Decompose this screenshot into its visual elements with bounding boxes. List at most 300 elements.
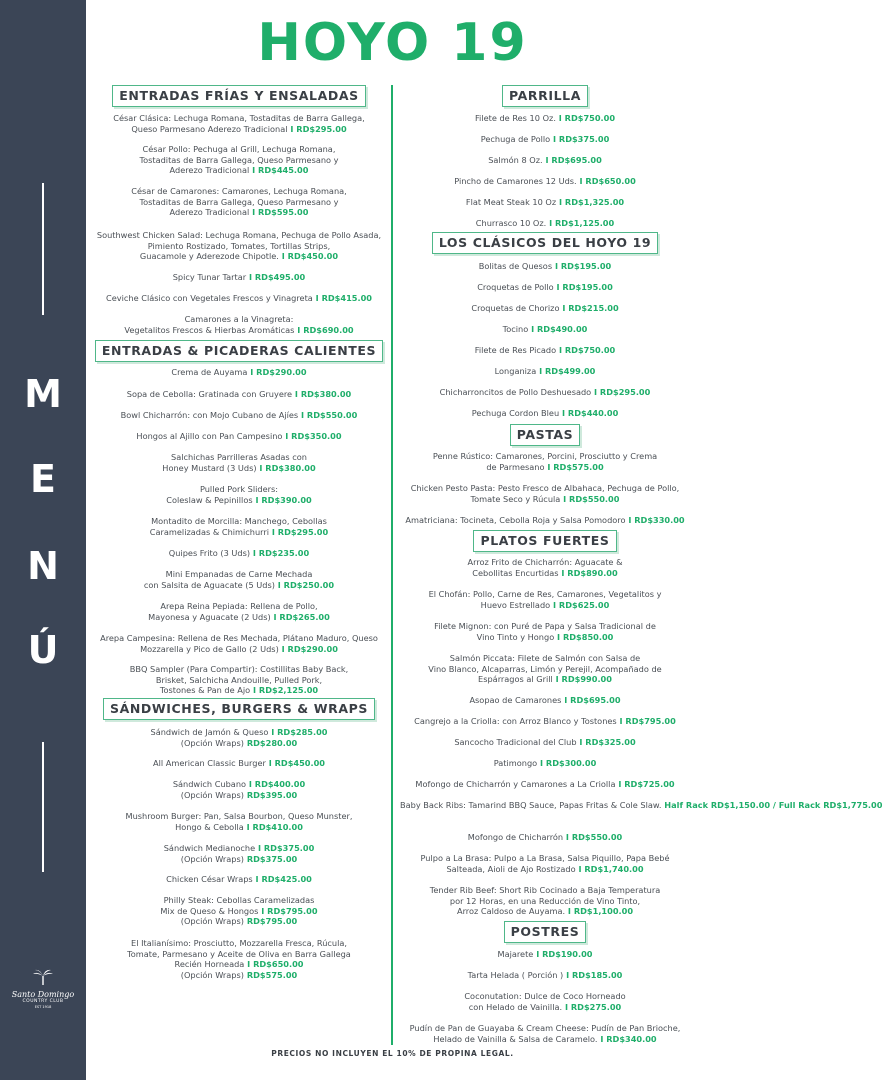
menu-item-price: I RD$415.00 <box>312 293 372 303</box>
menu-item-price: I RD$375.00 <box>550 134 610 144</box>
menu-item-price: I RD$195.00 <box>552 261 612 271</box>
menu-item-text: Mayonesa y Aguacate (2 Uds) <box>148 611 271 622</box>
section-heading: PASTAS <box>510 424 581 446</box>
menu-item <box>400 408 690 419</box>
menu-item <box>94 431 384 442</box>
menu-item-text: BBQ Sampler (Para Compartir): Costillitas Baby Back, <box>129 664 349 674</box>
menu-item <box>94 601 384 622</box>
menu-item-line <box>400 282 690 293</box>
menu-item <box>94 758 384 769</box>
section-parrilla <box>400 85 690 107</box>
menu-item-text: Tocino <box>502 324 529 334</box>
menu-item-line <box>400 366 690 377</box>
logo-script: Santo Domingo <box>11 990 75 999</box>
sidebar-line-bottom <box>42 742 44 872</box>
menu-item-price: I RD$450.00 <box>265 758 325 768</box>
menu-item-line <box>94 601 384 612</box>
menu-item-price: RD$375.00 <box>243 853 298 864</box>
menu-item-line <box>400 695 690 706</box>
menu-item-line <box>400 134 690 145</box>
menu-item-line <box>400 1023 690 1034</box>
menu-item <box>400 589 690 610</box>
menu-item-text: Penne Rústico: Camarones, Porcini, Prosciutto y Crema <box>432 451 658 461</box>
menu-item-line <box>400 408 690 419</box>
menu-item-text: Filete de Res 10 Oz. <box>474 113 556 123</box>
menu-item-line <box>94 155 384 166</box>
menu-item-line <box>94 685 384 696</box>
menu-item-line <box>400 218 690 229</box>
menu-item <box>400 1023 690 1044</box>
menu-item-line <box>94 314 384 325</box>
menu-item-line <box>400 758 690 769</box>
menu-item-text: Sopa de Cebolla: Gratinada con Gruyere <box>126 389 293 399</box>
menu-item-line <box>94 569 384 580</box>
menu-item <box>94 548 384 559</box>
menu-item-line <box>94 644 384 655</box>
menu-item-text: Cangrejo a la Criolla: con Arroz Blanco y Tostones <box>414 716 617 726</box>
menu-item-text: Tostones & Pan de Ajo <box>159 685 251 696</box>
menu-item-line <box>94 452 384 463</box>
menu-item-line <box>400 800 882 811</box>
menu-item-line <box>400 1002 690 1013</box>
menu-item <box>94 230 384 262</box>
menu-item-text: con Helado de Vainilla. <box>468 1001 563 1012</box>
menu-item-text: Vino Tinto y Hongo <box>476 631 555 642</box>
menu-item-line <box>400 557 690 568</box>
menu-item-line <box>94 367 384 378</box>
menu-item-price: I RD$650.00 <box>576 176 636 186</box>
menu-item-line <box>94 186 384 197</box>
menu-item-line <box>94 527 384 538</box>
menu-item-text: Mofongo de Chicharrón y Camarones a La Criolla <box>415 779 616 789</box>
menu-item-text: Chicken César Wraps <box>166 874 253 884</box>
menu-item <box>400 113 690 124</box>
menu-item-price: I RD$1,325.00 <box>556 197 625 207</box>
menu-item-text: (Opción Wraps) <box>180 853 244 864</box>
menu-item-price: RD$395.00 <box>243 789 298 800</box>
menu-item-text: Camarones a la Vinagreta: <box>184 314 294 324</box>
menu-item-price: I RD$795.00 <box>258 905 318 916</box>
menu-item-text: Pulpo a La Brasa: Pulpo a La Brasa, Salsa Piquillo, Papa Bebé <box>420 853 670 863</box>
menu-item-text: Tender Rib Beef: Short Rib Cocinado a Baja Temperatura <box>429 885 661 895</box>
menu-item-price: I RD$595.00 <box>249 207 309 218</box>
menu-item-price: I RD$795.00 <box>616 716 676 726</box>
menu-item-price: I RD$195.00 <box>553 282 613 292</box>
menu-item-price: I RD$340.00 <box>597 1033 657 1044</box>
menu-item-text: Flat Meat Steak 10 Oz <box>465 197 557 207</box>
menu-item-text: Aderezo Tradicional <box>169 165 250 176</box>
menu-item-price: I RD$695.00 <box>542 155 602 165</box>
menu-item <box>94 484 384 505</box>
menu-item-price: I RD$440.00 <box>559 408 619 418</box>
menu-item-price: I RD$550.00 <box>563 832 623 842</box>
menu-item-price: I RD$1,100.00 <box>565 906 634 917</box>
menu-item <box>400 758 690 769</box>
menu-item-text: Filete Mignon: con Puré de Papa y Salsa Tradicional de <box>434 621 656 631</box>
menu-item-line <box>400 832 690 843</box>
menu-item <box>94 779 384 800</box>
menu-item-line <box>400 896 690 907</box>
menu-item-price: I RD$499.00 <box>536 366 596 376</box>
menu-item-line <box>94 906 384 917</box>
menu-item-text: El Italianísimo: Prosciutto, Mozzarella Fresca, Rúcula, <box>131 938 347 948</box>
menu-item-line <box>400 494 690 505</box>
section-heading: LOS CLÁSICOS DEL HOYO 19 <box>432 232 658 254</box>
menu-item-text: Arepa Campesina: Rellena de Res Mechada, Plátano Maduro, Queso <box>100 633 378 643</box>
menu-item-text: de Parmesano <box>486 461 545 472</box>
menu-item-line <box>94 612 384 623</box>
menu-item-text: Filete de Res Picado <box>474 345 557 355</box>
menu-item-line <box>400 113 690 124</box>
menu-item-text: Sándwich Cubano <box>172 779 247 789</box>
menu-item-line <box>400 737 690 748</box>
menu-item-text: César Pollo: Pechuga al Grill, Lechuga Romana, <box>142 144 336 154</box>
menu-item-price: I RD$725.00 <box>615 779 675 789</box>
menu-item-line <box>400 197 690 208</box>
menu-item-price: Half Rack RD$1,150.00 / Full Rack RD$1,775.00 <box>661 800 882 810</box>
section-clasicos <box>400 232 690 254</box>
menu-item-line <box>94 895 384 906</box>
menu-item-price: I RD$190.00 <box>533 949 593 959</box>
menu-item-text: Churrasco 10 Oz. <box>475 218 547 228</box>
section-entradas-calientes <box>94 340 384 362</box>
menu-item-line <box>400 864 690 875</box>
menu-item-text: Arroz Caldoso de Auyama. <box>456 906 566 917</box>
menu-item-price: I RD$400.00 <box>246 779 306 789</box>
menu-item-line <box>94 675 384 686</box>
menu-item <box>400 324 690 335</box>
section-entradas-frias <box>94 85 384 107</box>
menu-item-line <box>400 568 690 579</box>
menu-item-text: (Opción Wraps) <box>180 789 244 800</box>
menu-item-text: Salmón Piccata: Filete de Salmón con Salsa de <box>449 653 641 663</box>
menu-item <box>400 366 690 377</box>
sidebar-line-top <box>42 183 44 315</box>
menu-item-line <box>400 664 690 675</box>
menu-item-text: Pincho de Camarones 12 Uds. <box>454 176 577 186</box>
menu-item <box>400 949 690 960</box>
menu-item-text: Guacamole y Aderezode Chipotle. <box>139 251 279 262</box>
club-logo <box>8 968 78 1010</box>
menu-item <box>400 653 690 685</box>
menu-item-price: I RD$295.00 <box>287 123 347 134</box>
menu-item-line <box>94 495 384 506</box>
menu-item-text: Huevo Estrellado <box>480 599 551 610</box>
logo-club: COUNTRY CLUB <box>22 999 64 1004</box>
menu-item-price: I RD$450.00 <box>278 251 339 262</box>
menu-item <box>400 991 690 1012</box>
menu-item-line <box>94 548 384 559</box>
menu-item-price: RD$280.00 <box>243 737 298 748</box>
menu-item-line <box>400 600 690 611</box>
menu-item-line <box>400 451 690 462</box>
menu-item-text: Bowl Chicharrón: con Mojo Cubano de Ajíes <box>120 410 299 420</box>
menu-item-text: Southwest Chicken Salad: Lechuga Romana, Pechuga de Pollo Asada, <box>96 230 382 240</box>
menu-item <box>94 367 384 378</box>
menu-item-text: Coleslaw & Pepinillos <box>166 494 253 505</box>
menu-item-price: I RD$890.00 <box>558 567 618 578</box>
menu-item <box>400 197 690 208</box>
menu-item-price: I RD$690.00 <box>294 324 354 335</box>
menu-item-price: I RD$750.00 <box>555 113 616 123</box>
menu-item-line <box>400 462 690 473</box>
section-postres <box>400 921 690 943</box>
menu-item <box>400 451 690 472</box>
menu-item-line <box>94 251 384 262</box>
menu-item <box>400 695 690 706</box>
menu-item <box>400 515 690 526</box>
menu-item-text: Spicy Tunar Tartar <box>172 272 247 282</box>
menu-item-text: Hongo & Cebolla <box>175 821 244 832</box>
palm-tree-icon <box>32 968 54 986</box>
menu-item <box>94 389 384 400</box>
menu-item-price: I RD$380.00 <box>292 389 352 399</box>
menu-item-line <box>94 113 384 124</box>
menu-item <box>94 895 384 927</box>
menu-item-line <box>94 664 384 675</box>
menu-item-text: Ceviche Clásico con Vegetales Frescos y Vinagreta <box>106 293 313 303</box>
menu-item-line <box>400 324 690 335</box>
menu-item-line <box>400 1034 690 1045</box>
menu-item-text: Croquetas de Pollo <box>477 282 554 292</box>
menu-item-price: I RD$990.00 <box>552 674 612 685</box>
section-pastas <box>400 424 690 446</box>
menu-item <box>94 569 384 590</box>
menu-item <box>94 186 384 218</box>
menu-item <box>400 345 690 356</box>
menu-item-line <box>400 632 690 643</box>
menu-item-price: I RD$215.00 <box>559 303 619 313</box>
menu-item-line <box>94 758 384 769</box>
menu-item-line <box>94 822 384 833</box>
menu-item-price: I RD$695.00 <box>561 695 621 705</box>
menu-item-price: I RD$1,740.00 <box>575 863 644 874</box>
menu-item <box>94 843 384 864</box>
menu-item-line <box>400 589 690 600</box>
menu-item-text: Pudín de Pan de Guayaba & Cream Cheese: Pudín de Pan Brioche, <box>409 1023 681 1033</box>
menu-item-price: I RD$290.00 <box>278 643 338 654</box>
menu-item-line <box>400 779 690 790</box>
menu-item-price: I RD$750.00 <box>556 345 616 355</box>
menu-item <box>400 800 882 811</box>
menu-item-price: RD$795.00 <box>243 916 298 927</box>
menu-item-line <box>400 345 690 356</box>
menu-item-line <box>94 431 384 442</box>
menu-item-line <box>94 293 384 304</box>
right-column <box>400 0 882 1080</box>
menu-item-line <box>94 165 384 176</box>
menu-item-price: I RD$330.00 <box>625 515 685 525</box>
menu-item <box>400 832 690 843</box>
menu-item <box>400 621 690 642</box>
menu-item-line <box>400 483 690 494</box>
menu-item-price: I RD$625.00 <box>550 599 610 610</box>
menu-item-price: I RD$275.00 <box>562 1001 622 1012</box>
sidebar <box>0 0 86 1080</box>
menu-item-text: Tarta Helada ( Porción ) <box>467 970 564 980</box>
menu-item <box>400 716 690 727</box>
menu-item-price: I RD$300.00 <box>537 758 597 768</box>
menu-item-text: Quipes Frito (3 Uds) <box>168 548 251 558</box>
menu-item-price: I RD$445.00 <box>249 165 309 176</box>
menu-item-price: I RD$575.00 <box>544 461 604 472</box>
menu-item-text: Hongos al Ajillo con Pan Campesino <box>136 431 283 441</box>
menu-item <box>94 874 384 885</box>
sidebar-letter-m: M <box>24 372 62 416</box>
menu-item-line <box>94 241 384 252</box>
menu-item-line <box>400 716 690 727</box>
menu-item-text: Tostaditas de Barra Gallega, Queso Parmesano y <box>139 196 339 207</box>
menu-item-price: I RD$295.00 <box>591 387 651 397</box>
menu-item-line <box>400 970 690 981</box>
menu-item-text: Arroz Frito de Chicharrón: Aguacate & <box>467 557 623 567</box>
menu-item <box>94 272 384 283</box>
menu-item <box>400 557 690 578</box>
menu-item-price: I RD$550.00 <box>560 493 620 504</box>
menu-item-line <box>94 516 384 527</box>
menu-item-line <box>94 325 384 336</box>
menu-item-line <box>400 853 690 864</box>
menu-item-text: Mushroom Burger: Pan, Salsa Bourbon, Queso Munster, <box>125 811 353 821</box>
menu-item-line <box>94 843 384 854</box>
menu-item-price: I RD$250.00 <box>274 579 335 590</box>
menu-item-line <box>94 144 384 155</box>
menu-item-line <box>400 176 690 187</box>
menu-item-line <box>94 854 384 865</box>
menu-item-text: Vino Blanco, Alcaparras, Limón y Perejil, Acompañado de <box>428 663 662 674</box>
menu-item-line <box>94 230 384 241</box>
section-heading: PARRILLA <box>502 85 588 107</box>
menu-item-text: Mozzarella y Pico de Gallo (2 Uds) <box>140 643 279 654</box>
menu-item <box>94 633 384 654</box>
menu-item-text: Mini Empanadas de Carne Mechada <box>165 569 313 579</box>
footer-note: PRECIOS NO INCLUYEN EL 10% DE PROPINA LEGAL. <box>271 1049 514 1058</box>
menu-item-price: I RD$425.00 <box>252 874 312 884</box>
menu-item <box>400 737 690 748</box>
menu-item <box>94 727 384 748</box>
section-heading: PLATOS FUERTES <box>473 530 616 552</box>
menu-item-text: Recién Horneada <box>174 959 245 970</box>
menu-item-price: I RD$2,125.00 <box>250 685 319 696</box>
menu-item-line <box>94 272 384 283</box>
menu-item <box>94 113 384 134</box>
menu-item <box>94 811 384 832</box>
menu-item-text: All American Classic Burger <box>152 758 266 768</box>
menu-item-text: Majarete <box>497 949 534 959</box>
menu-item-price: I RD$235.00 <box>250 548 310 558</box>
menu-item-line <box>94 811 384 822</box>
menu-item-line <box>400 303 690 314</box>
menu-item-text: Longaniza <box>494 366 537 376</box>
menu-item-text: Cebollitas Encurtidas <box>472 567 559 578</box>
menu-item-line <box>400 653 690 664</box>
menu-item <box>94 452 384 473</box>
menu-item-line <box>400 906 690 917</box>
menu-item-text: (Opción Wraps) <box>180 916 244 927</box>
menu-item <box>400 303 690 314</box>
menu-item-text: Honey Mustard (3 Uds) <box>162 462 257 473</box>
menu-item-text: Tomate Seco y Rúcula <box>470 493 561 504</box>
menu-item-line <box>400 261 690 272</box>
menu-item-text: Coconutation: Dulce de Coco Horneado <box>464 991 626 1001</box>
menu-item-text: Salteada, Aioli de Ajo Rostizado <box>446 863 576 874</box>
menu-item-text: Crema de Auyama <box>171 367 248 377</box>
menu-item-line <box>94 410 384 421</box>
menu-item-price: I RD$495.00 <box>246 272 306 282</box>
menu-item-text: Salmón 8 Oz. <box>488 155 543 165</box>
menu-item-text: Arepa Reina Pepiada: Rellena de Pollo, <box>160 601 318 611</box>
menu-item-line <box>94 970 384 981</box>
menu-item-text: Amatriciana: Tocineta, Cebolla Roja y Salsa Pomodoro <box>405 515 626 525</box>
menu-item-line <box>94 580 384 591</box>
menu-item-text: Croquetas de Chorizo <box>471 303 560 313</box>
menu-item-text: Queso Parmesano Aderezo Tradicional <box>131 123 288 134</box>
menu-item-text: Tomate, Parmesano y Aceite de Oliva en Barra Gallega <box>127 948 351 959</box>
menu-item-line <box>400 949 690 960</box>
section-sandwiches <box>94 698 384 720</box>
menu-item-text: Salchichas Parrilleras Asadas con <box>171 452 307 462</box>
menu-item-price: I RD$295.00 <box>269 526 329 537</box>
section-platos-fuertes <box>400 530 690 552</box>
menu-item <box>94 293 384 304</box>
menu-item-line <box>400 885 690 896</box>
menu-item-line <box>94 738 384 749</box>
menu-item-text: Aderezo Tradicional <box>169 207 250 218</box>
menu-item-price: I RD$375.00 <box>255 843 315 853</box>
menu-item-line <box>400 621 690 632</box>
menu-item-price: I RD$550.00 <box>298 410 358 420</box>
menu-item-text: El Chofán: Pollo, Carne de Res, Camarones, Vegetalitos y <box>428 589 662 599</box>
menu-item-text: Tostaditas de Barra Gallega, Queso Parmesano y <box>139 154 339 165</box>
menu-item-price: I RD$490.00 <box>528 324 588 334</box>
menu-item <box>400 261 690 272</box>
menu-item-line <box>94 389 384 400</box>
menu-item-line <box>400 991 690 1002</box>
menu-item-text: Pulled Pork Sliders: <box>199 484 279 494</box>
menu-item-line <box>94 959 384 970</box>
menu-item-line <box>94 124 384 135</box>
menu-item-text: Espárragos al Grill <box>478 674 553 685</box>
menu-item <box>400 218 690 229</box>
menu-item-price: RD$575.00 <box>243 969 298 980</box>
menu-item-text: Chicharroncitos de Pollo Deshuesado <box>439 387 592 397</box>
section-heading: POSTRES <box>504 921 587 943</box>
menu-item-price: I RD$350.00 <box>282 431 342 441</box>
left-column <box>94 0 384 1080</box>
menu-item-price: I RD$290.00 <box>247 367 307 377</box>
menu-item <box>94 410 384 421</box>
menu-item-line <box>94 197 384 208</box>
menu-item-line <box>94 779 384 790</box>
menu-item-line <box>94 207 384 218</box>
menu-item-price: I RD$325.00 <box>576 737 636 747</box>
menu-item-text: Baby Back Ribs: Tamarind BBQ Sauce, Papas Fritas & Cole Slaw. <box>400 800 662 810</box>
menu-item-text: (Opción Wraps) <box>180 969 244 980</box>
menu-item-line <box>400 387 690 398</box>
menu-item-line <box>94 790 384 801</box>
menu-item-text: Mix de Queso & Hongos <box>160 905 259 916</box>
column-divider <box>391 85 393 1045</box>
menu-item-text: Pechuga de Pollo <box>480 134 551 144</box>
menu-item-text: Pimiento Rostizado, Tomates, Tortillas Strips, <box>147 240 331 251</box>
menu-item <box>400 779 690 790</box>
menu-item <box>94 938 384 980</box>
menu-item <box>400 134 690 145</box>
menu-item-text: Montadito de Morcilla: Manchego, Cebollas <box>151 516 327 526</box>
menu-item-text: Vegetalitos Frescos & Hierbas Aromáticas <box>124 324 295 335</box>
menu-item <box>400 885 690 917</box>
menu-item-price: I RD$650.00 <box>244 959 304 970</box>
